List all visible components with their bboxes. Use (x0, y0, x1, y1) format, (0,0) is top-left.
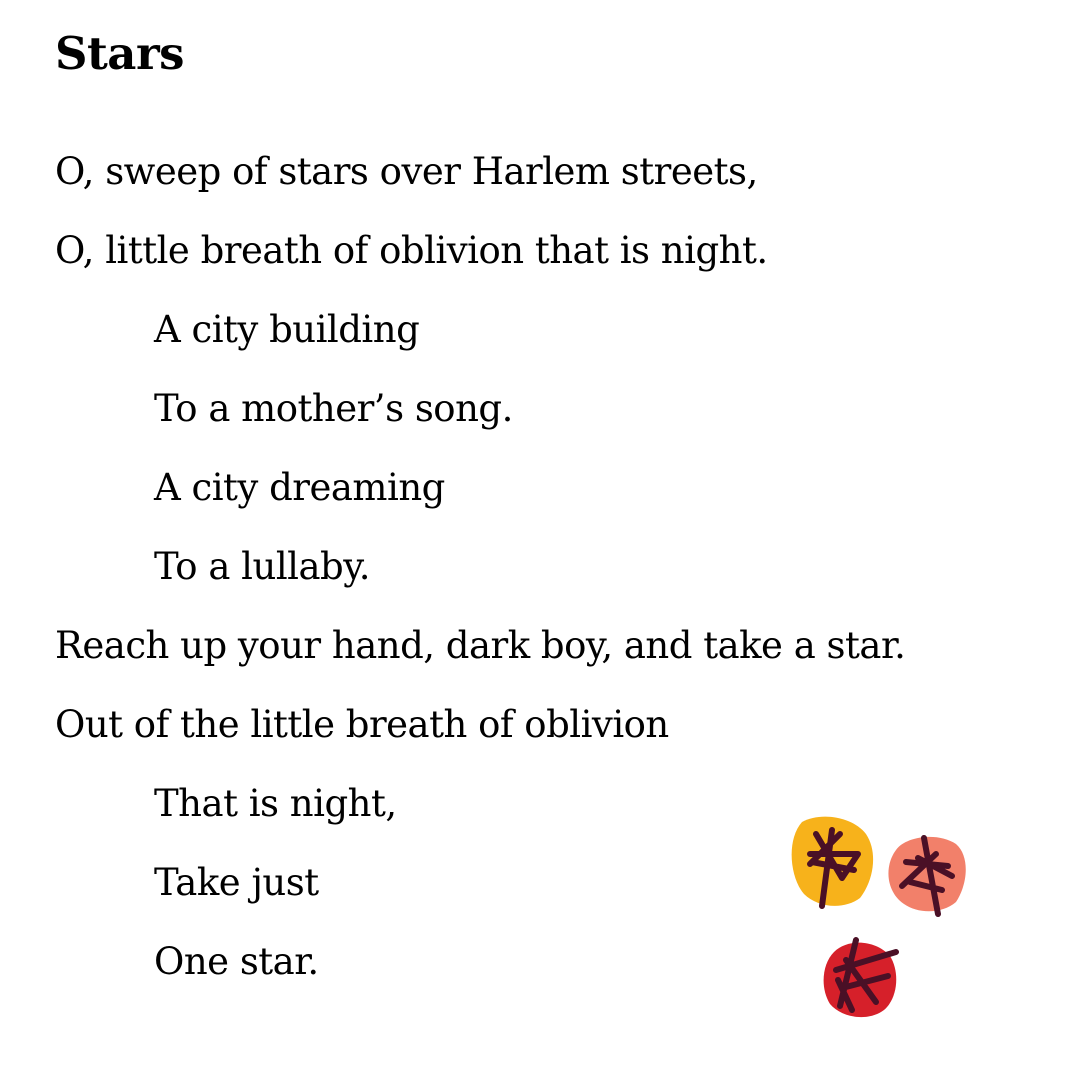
poem-line: That is night, (154, 782, 397, 825)
poem-line: To a lullaby. (154, 545, 370, 588)
star-doodle-yellow (792, 817, 873, 906)
poem-line: To a mother’s song. (154, 387, 513, 430)
poem-line: Reach up your hand, dark boy, and take a star. (55, 624, 906, 667)
poem-title: Stars (55, 27, 184, 80)
poem-line: O, sweep of stars over Harlem streets, (55, 150, 758, 193)
poem-line: A city dreaming (154, 466, 445, 509)
star-doodle-red (824, 940, 897, 1017)
poem-line: Take just (154, 861, 319, 904)
star-doodle-salmon (888, 837, 965, 914)
poem-line: Out of the little breath of oblivion (55, 703, 669, 746)
poem-line: One star. (154, 940, 319, 983)
poem-line: O, little breath of oblivion that is night. (55, 229, 768, 272)
poem-line: A city building (154, 308, 420, 351)
star-doodles (780, 810, 980, 1030)
